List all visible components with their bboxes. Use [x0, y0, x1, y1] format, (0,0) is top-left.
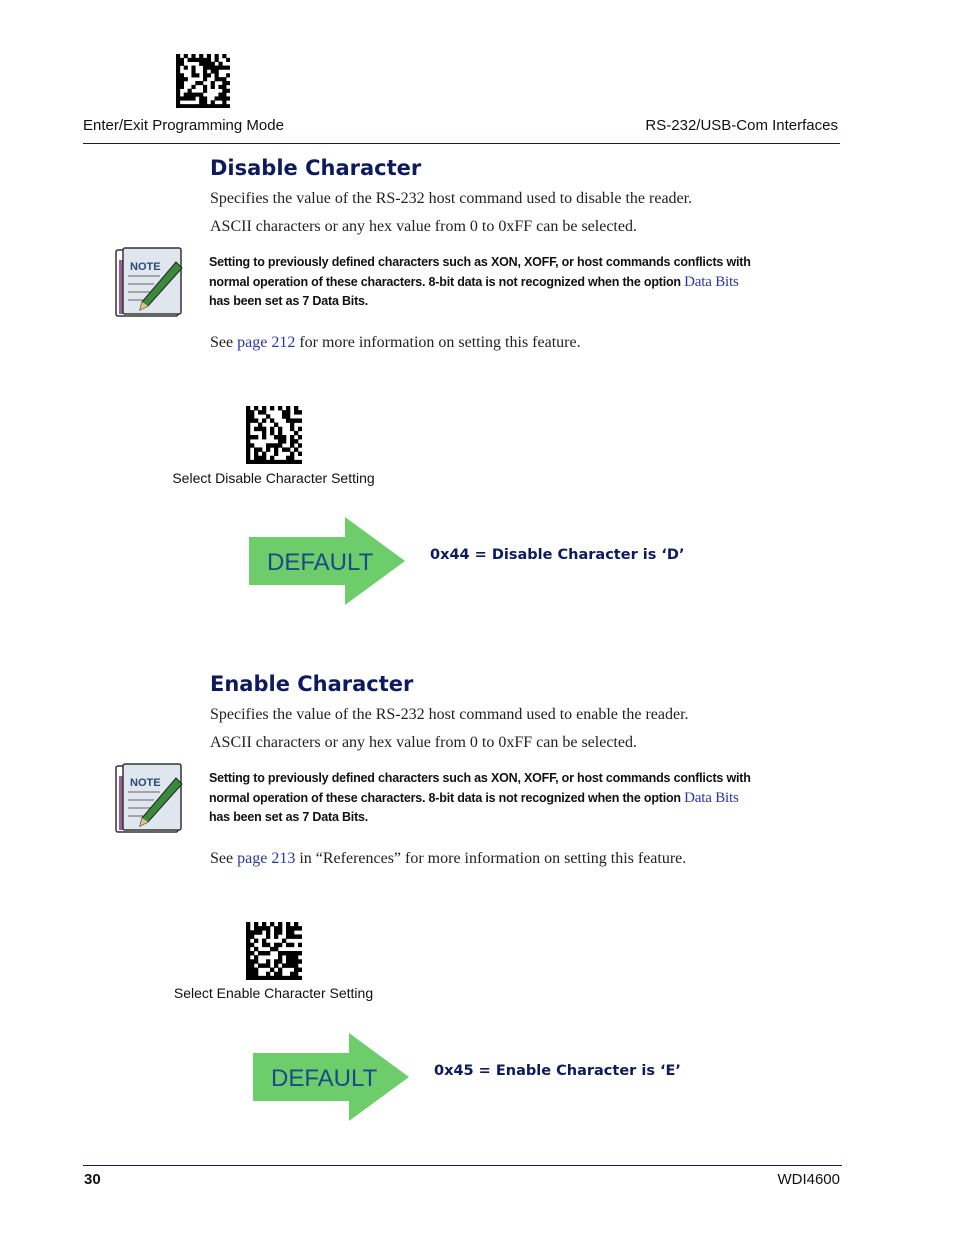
section-title-disable-character: Disable Character	[210, 156, 422, 180]
svg-text:DEFAULT: DEFAULT	[267, 549, 374, 576]
header-right-label: RS-232/USB-Com Interfaces	[645, 117, 838, 134]
note-text: Setting to previously defined characters such as XON, XOFF, or host commands conflicts with normal operation of these characters. 8-bit data is not recognized when the option Data Bits has been set as 7 Data Bits.	[209, 255, 751, 308]
default-arrow	[249, 517, 405, 612]
note-data-bits-link[interactable]: Data Bits	[684, 789, 739, 806]
note-icon	[114, 246, 184, 323]
select-enable-character-barcode[interactable]	[246, 922, 302, 980]
section-paragraph: Specifies the value of the RS-232 host command used to enable the reader.	[210, 706, 689, 723]
footer-rule	[83, 1165, 842, 1166]
section-paragraph: ASCII characters or any hex value from 0 to 0xFF can be selected.	[210, 218, 637, 235]
svg-text:NOTE: NOTE	[130, 777, 161, 789]
page-number: 30	[84, 1171, 101, 1188]
section-paragraph: ASCII characters or any hex value from 0 to 0xFF can be selected.	[210, 734, 637, 751]
page-reference-link[interactable]: page 213	[237, 850, 296, 867]
default-arrow	[253, 1033, 409, 1128]
see-reference: See page 212 for more information on setting this feature.	[210, 334, 581, 351]
note-text: Setting to previously defined characters such as XON, XOFF, or host commands conflicts with normal operation of these characters. 8-bit data is not recognized when the option Data Bits has been set as 7 Data Bits.	[209, 771, 751, 824]
see-reference: See page 213 in “References” for more information on setting this feature.	[210, 850, 687, 867]
barcode-caption: Select Disable Character Setting	[172, 470, 375, 486]
programming-mode-barcode[interactable]	[176, 54, 230, 108]
footer-product: WDI4600	[777, 1171, 840, 1188]
page-reference-link[interactable]: page 212	[237, 334, 296, 351]
note-data-bits-link[interactable]: Data Bits	[684, 273, 739, 290]
svg-text:NOTE: NOTE	[130, 261, 161, 273]
section-title-enable-character: Enable Character	[210, 672, 414, 696]
header-rule	[83, 143, 840, 144]
barcode-caption: Select Enable Character Setting	[173, 985, 374, 1001]
default-value: 0x44 = Disable Character is ‘D’	[430, 547, 685, 563]
note-icon	[114, 762, 184, 839]
header-left-label: Enter/Exit Programming Mode	[83, 117, 284, 134]
select-disable-character-barcode[interactable]	[246, 406, 302, 464]
default-value: 0x45 = Enable Character is ‘E’	[434, 1063, 681, 1079]
section-paragraph: Specifies the value of the RS-232 host command used to disable the reader.	[210, 190, 693, 207]
svg-text:DEFAULT: DEFAULT	[271, 1065, 378, 1092]
